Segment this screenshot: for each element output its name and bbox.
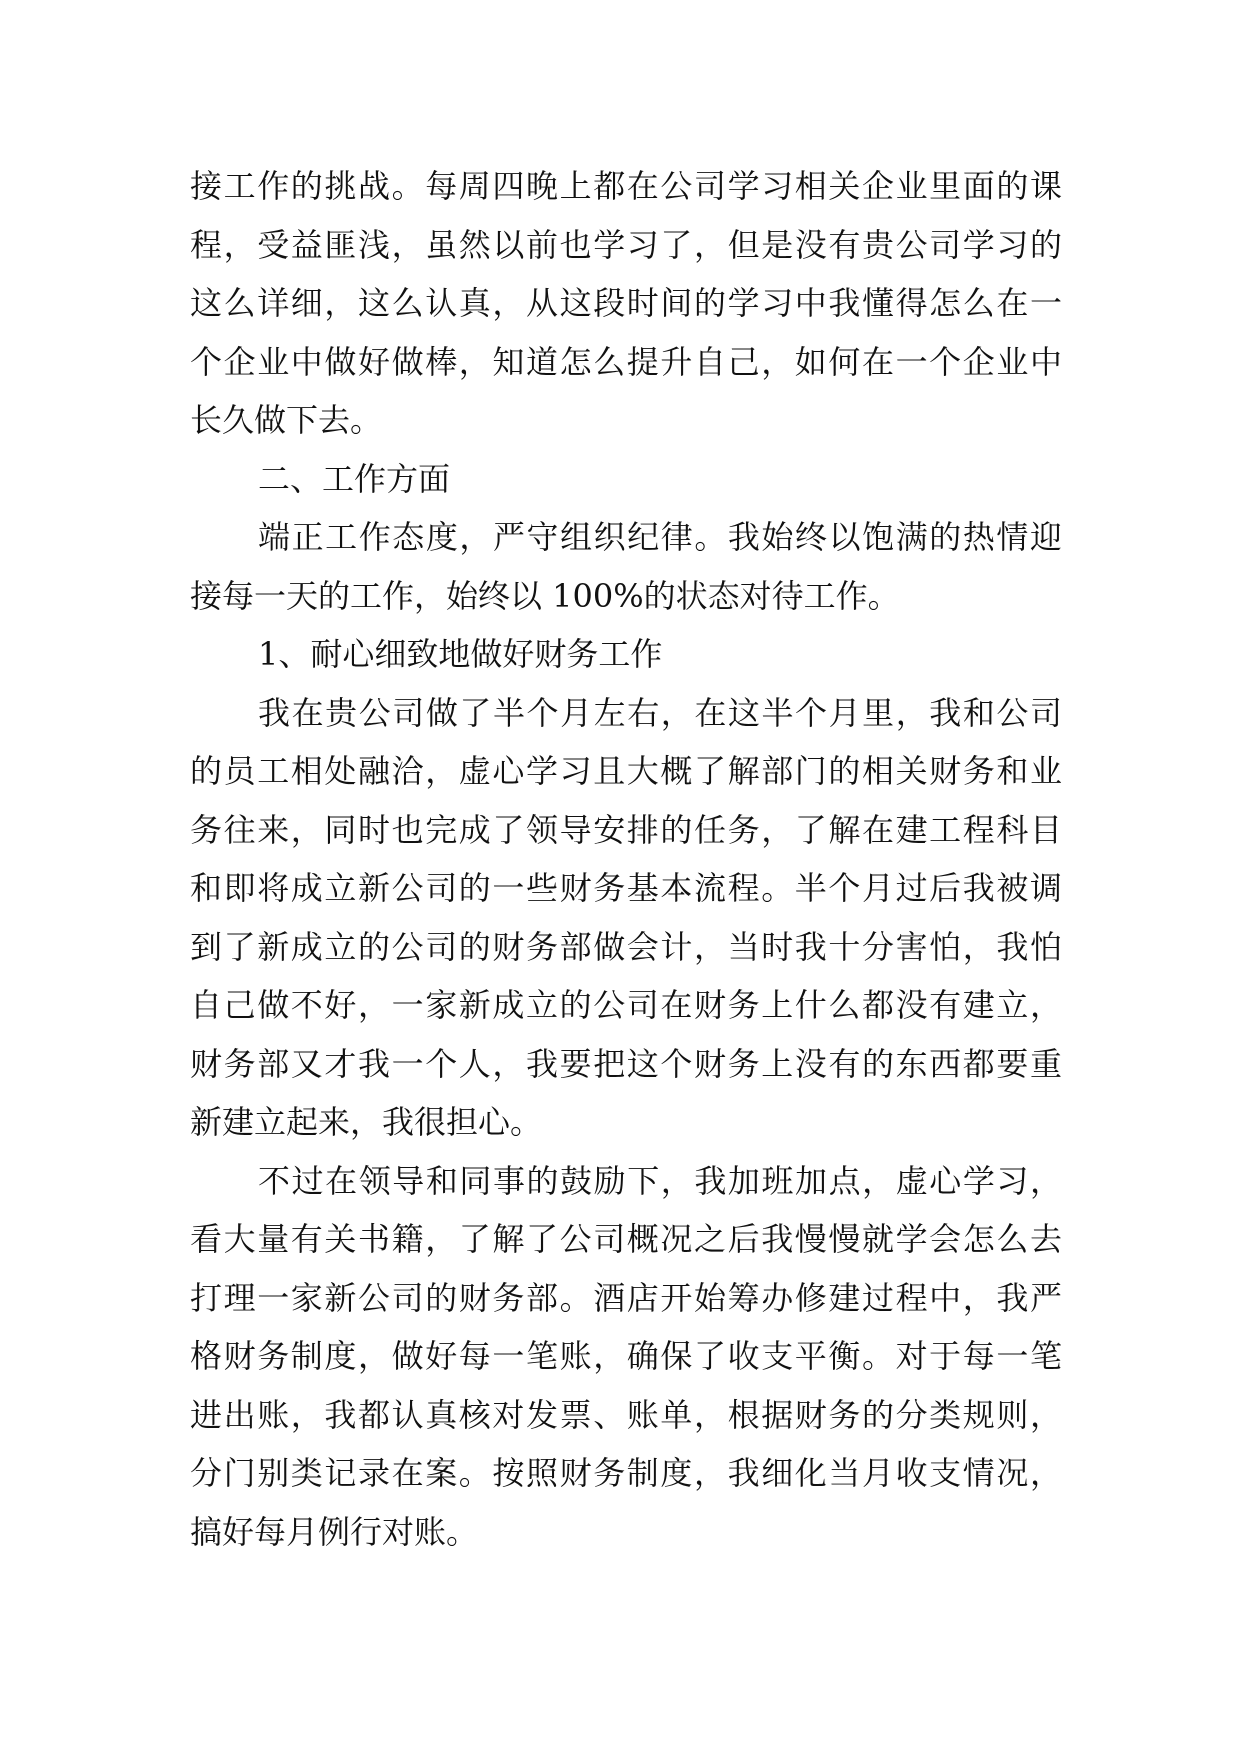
text-line: 搞好每月例行对账。 (190, 1512, 479, 1551)
text-line: 格财务制度，做好每一笔账，确保了收支平衡。对于每一笔 (190, 1337, 1062, 1375)
text-line: 进出账，我都认真核对发票、账单，根据财务的分类规则， (190, 1395, 1062, 1434)
text-line: 新建立起来，我很担心。 (190, 1103, 543, 1141)
text-line: 和即将成立新公司的一些财务基本流程。半个月过后我被调 (190, 869, 1062, 907)
text-line: 个企业中做好做棒，知道怎么提升自己，如何在一个企业中 (190, 342, 1062, 381)
paragraph-first-line: 端正工作态度，严守组织纪律。我始终以饱满的热情迎 (258, 518, 1062, 556)
text-line: 到了新成立的公司的财务部做会计，当时我十分害怕，我怕 (190, 927, 1062, 966)
text-line: 的员工相处融洽，虚心学习且大概了解部门的相关财务和业 (190, 752, 1062, 790)
text-line: 自己做不好，一家新成立的公司在财务上什么都没有建立， (190, 986, 1062, 1024)
text-line: 这么详细，这么认真，从这段时间的学习中我懂得怎么在一 (190, 284, 1062, 322)
paragraph-first-line: 我在贵公司做了半个月左右，在这半个月里，我和公司 (258, 693, 1062, 732)
text-line: 看大量有关书籍，了解了公司概况之后我慢慢就学会怎么去 (190, 1220, 1062, 1258)
text-line: 接工作的挑战。每周四晚上都在公司学习相关企业里面的课 (190, 167, 1062, 205)
text-line: 分门别类记录在案。按照财务制度，我细化当月收支情况， (190, 1454, 1062, 1492)
text-line: 程，受益匪浅，虽然以前也学习了，但是没有贵公司学习的 (190, 225, 1062, 264)
text-line: 打理一家新公司的财务部。酒店开始筹办修建过程中，我严 (190, 1278, 1062, 1317)
text-line: 务往来，同时也完成了领导安排的任务，了解在建工程科目 (190, 810, 1062, 849)
text-line: 接每一天的工作，始终以 100%的状态对待工作。 (190, 576, 900, 615)
section-heading: 二、工作方面 (258, 459, 451, 498)
body-text (190, 157, 1062, 1561)
text-line: 财务部又才我一个人，我要把这个财务上没有的东西都要重 (190, 1044, 1062, 1083)
subsection-heading: 1、耐心细致地做好财务工作 (258, 635, 663, 673)
paragraph-first-line: 不过在领导和同事的鼓励下，我加班加点，虚心学习， (258, 1161, 1062, 1200)
text-line: 长久做下去。 (190, 401, 383, 439)
